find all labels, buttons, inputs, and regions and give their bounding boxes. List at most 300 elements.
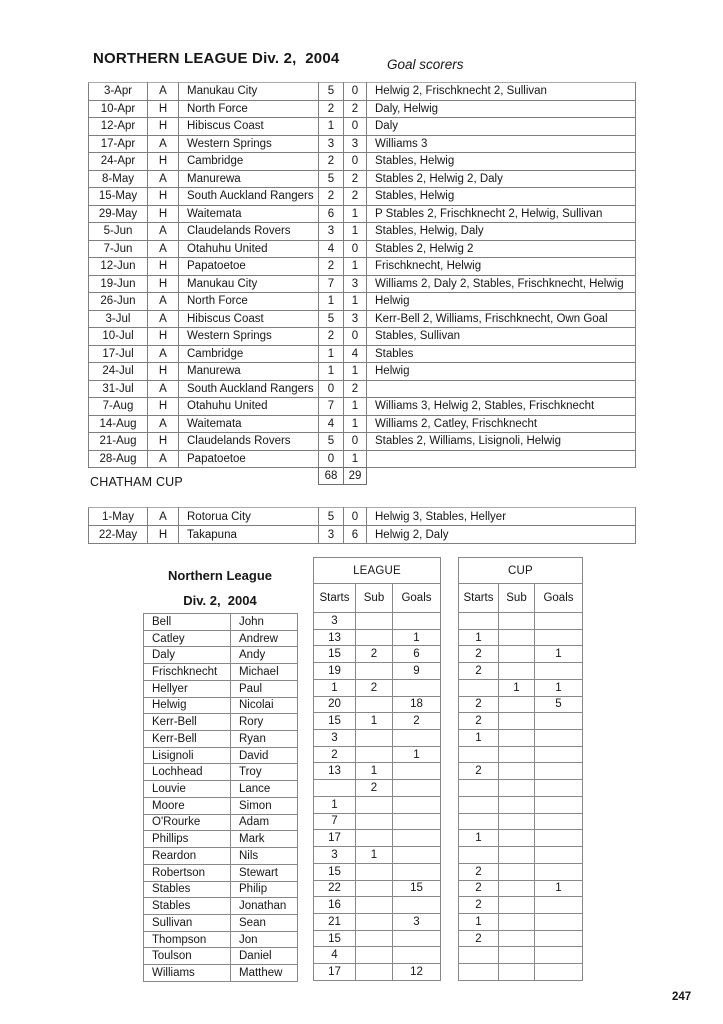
cup-starts-value xyxy=(459,813,499,830)
match-opponent: Papatoetoe xyxy=(179,258,319,276)
cup-sub-value xyxy=(499,730,535,747)
match-goals-against: 0 xyxy=(344,433,367,451)
match-goals-against: 3 xyxy=(344,135,367,153)
match-opponent: Manukau City xyxy=(179,83,319,101)
match-venue: A xyxy=(148,508,179,526)
player-row xyxy=(144,647,298,664)
match-row xyxy=(89,345,636,363)
match-opponent: Manukau City xyxy=(179,275,319,293)
cup-stats-group-label: CUP xyxy=(459,558,583,584)
cup-sub-value xyxy=(499,746,535,763)
match-venue: A xyxy=(148,293,179,311)
match-scorers: Williams 2, Daly 2, Stables, Frischknecht, Helwig xyxy=(367,275,636,293)
match-goals-against: 1 xyxy=(344,223,367,241)
match-goals-against: 2 xyxy=(344,188,367,206)
match-scorers: Daly, Helwig xyxy=(367,100,636,118)
league-sub-value xyxy=(356,913,393,930)
player-surname: Williams xyxy=(144,965,231,982)
match-goals-for: 1 xyxy=(319,118,344,136)
match-row xyxy=(89,153,636,171)
match-date: 31-Jul xyxy=(89,380,148,398)
match-venue: A xyxy=(148,380,179,398)
cup-sub-header: Sub xyxy=(499,584,535,613)
match-scorers: Williams 2, Catley, Frischknecht xyxy=(367,415,636,433)
cup-starts-value: 2 xyxy=(459,663,499,680)
match-scorers: Helwig xyxy=(367,293,636,311)
cup-goals-value xyxy=(535,613,583,630)
match-scorers: Stables, Helwig, Daly xyxy=(367,223,636,241)
match-date: 26-Jun xyxy=(89,293,148,311)
player-names-table xyxy=(143,613,298,982)
league-sub-value xyxy=(356,696,393,713)
match-goals-against: 2 xyxy=(344,380,367,398)
league-starts-value xyxy=(314,780,356,797)
match-scorers: Daly xyxy=(367,118,636,136)
match-opponent: Western Springs xyxy=(179,135,319,153)
league-goals-value xyxy=(393,847,441,864)
league-starts-value: 1 xyxy=(314,796,356,813)
match-goals-against: 0 xyxy=(344,118,367,136)
cup-stats-group-row xyxy=(459,558,583,584)
match-venue: H xyxy=(148,398,179,416)
match-row xyxy=(89,83,636,101)
match-venue: H xyxy=(148,188,179,206)
cup-sub-value xyxy=(499,613,535,630)
league-starts-value: 13 xyxy=(314,629,356,646)
match-opponent: Cambridge xyxy=(179,345,319,363)
cup-starts-value: 1 xyxy=(459,629,499,646)
player-row xyxy=(144,781,298,798)
match-goals-against: 3 xyxy=(344,275,367,293)
player-first-name: Andrew xyxy=(231,630,298,647)
league-sub-value: 1 xyxy=(356,713,393,730)
season-totals-row xyxy=(318,467,636,485)
match-row xyxy=(89,170,636,188)
match-date: 24-Apr xyxy=(89,153,148,171)
match-goals-for: 5 xyxy=(319,170,344,188)
player-surname: Helwig xyxy=(144,697,231,714)
league-sub-value xyxy=(356,730,393,747)
league-stats-row xyxy=(314,613,441,630)
match-opponent: Otahuhu United xyxy=(179,398,319,416)
cup-starts-value: 1 xyxy=(459,830,499,847)
cup-goals-value xyxy=(535,763,583,780)
player-first-name: Sean xyxy=(231,914,298,931)
player-surname: Thompson xyxy=(144,931,231,948)
cup-goals-value xyxy=(535,780,583,797)
match-goals-against: 0 xyxy=(344,83,367,101)
cup-sub-value xyxy=(499,863,535,880)
league-starts-value: 19 xyxy=(314,663,356,680)
page-title: NORTHERN LEAGUE Div. 2, 2004 xyxy=(93,50,340,67)
player-surname: Sullivan xyxy=(144,914,231,931)
player-row xyxy=(144,848,298,865)
match-venue: H xyxy=(148,100,179,118)
cup-goals-value: 1 xyxy=(535,646,583,663)
match-date: 24-Jul xyxy=(89,363,148,381)
cup-sub-value xyxy=(499,964,535,981)
league-goals-value: 3 xyxy=(393,913,441,930)
player-surname: Hellyer xyxy=(144,680,231,697)
cup-starts-value: 2 xyxy=(459,696,499,713)
match-venue: A xyxy=(148,223,179,241)
stats-title-line2: Div. 2, 2004 xyxy=(183,593,257,608)
cup-goals-value xyxy=(535,663,583,680)
cup-starts-header: Starts xyxy=(459,584,499,613)
league-goals-value: 15 xyxy=(393,880,441,897)
cup-stats-row xyxy=(459,780,583,797)
player-surname: Toulson xyxy=(144,948,231,965)
match-venue: A xyxy=(148,135,179,153)
player-row xyxy=(144,881,298,898)
match-goals-for: 3 xyxy=(319,223,344,241)
league-stats-row xyxy=(314,629,441,646)
cup-goals-value xyxy=(535,897,583,914)
player-first-name: Stewart xyxy=(231,864,298,881)
match-date: 14-Aug xyxy=(89,415,148,433)
player-surname: Daly xyxy=(144,647,231,664)
cup-stats-row xyxy=(459,629,583,646)
match-venue: A xyxy=(148,450,179,468)
league-starts-value: 20 xyxy=(314,696,356,713)
cup-goals-header: Goals xyxy=(535,584,583,613)
match-opponent: Waitemata xyxy=(179,205,319,223)
league-goals-header: Goals xyxy=(393,584,441,613)
cup-starts-value xyxy=(459,847,499,864)
match-goals-for: 2 xyxy=(319,100,344,118)
league-goals-value xyxy=(393,830,441,847)
league-goals-value xyxy=(393,780,441,797)
player-row xyxy=(144,931,298,948)
player-surname: Reardon xyxy=(144,848,231,865)
match-opponent: Hibiscus Coast xyxy=(179,118,319,136)
cup-stats-row xyxy=(459,663,583,680)
cup-stats-row xyxy=(459,613,583,630)
match-opponent: Takapuna xyxy=(179,526,319,544)
cup-starts-value xyxy=(459,796,499,813)
match-goals-against: 3 xyxy=(344,310,367,328)
match-row xyxy=(89,275,636,293)
stats-title-line1: Northern League xyxy=(167,568,272,583)
cup-stats-row xyxy=(459,897,583,914)
player-first-name: Andy xyxy=(231,647,298,664)
match-row xyxy=(89,310,636,328)
match-date: 7-Jun xyxy=(89,240,148,258)
match-goals-against: 1 xyxy=(344,415,367,433)
league-goals-value: 1 xyxy=(393,629,441,646)
player-first-name: Adam xyxy=(231,814,298,831)
match-opponent: Rotorua City xyxy=(179,508,319,526)
player-row xyxy=(144,914,298,931)
cup-goals-value xyxy=(535,713,583,730)
league-stats-row xyxy=(314,947,441,964)
player-first-name: Michael xyxy=(231,664,298,681)
cup-stats-row xyxy=(459,646,583,663)
league-starts-value: 17 xyxy=(314,830,356,847)
league-stats-row xyxy=(314,897,441,914)
match-venue: H xyxy=(148,363,179,381)
league-goals-value: 18 xyxy=(393,696,441,713)
match-opponent: South Auckland Rangers xyxy=(179,188,319,206)
cup-starts-value: 2 xyxy=(459,880,499,897)
cup-stats-row xyxy=(459,880,583,897)
match-scorers: Stables 2, Helwig 2 xyxy=(367,240,636,258)
goal-scorers-label: Goal scorers xyxy=(387,57,464,72)
match-opponent: Waitemata xyxy=(179,415,319,433)
league-sub-value xyxy=(356,663,393,680)
league-stats-row xyxy=(314,730,441,747)
match-date: 3-Apr xyxy=(89,83,148,101)
league-stats-row xyxy=(314,646,441,663)
league-sub-value xyxy=(356,796,393,813)
match-opponent: Cambridge xyxy=(179,153,319,171)
match-date: 21-Aug xyxy=(89,433,148,451)
league-starts-value: 3 xyxy=(314,613,356,630)
league-stats-row xyxy=(314,863,441,880)
match-date: 29-May xyxy=(89,205,148,223)
match-date: 1-May xyxy=(89,508,148,526)
league-goals-value xyxy=(393,679,441,696)
player-surname: Robertson xyxy=(144,864,231,881)
match-scorers: Williams 3 xyxy=(367,135,636,153)
match-row xyxy=(89,223,636,241)
league-starts-header: Starts xyxy=(314,584,356,613)
match-opponent: North Force xyxy=(179,100,319,118)
match-goals-against: 2 xyxy=(344,170,367,188)
player-surname: Catley xyxy=(144,630,231,647)
match-goals-against: 6 xyxy=(344,526,367,544)
player-first-name: Rory xyxy=(231,714,298,731)
match-row xyxy=(89,135,636,153)
match-venue: A xyxy=(148,170,179,188)
league-stats-row xyxy=(314,780,441,797)
league-sub-value xyxy=(356,880,393,897)
match-row xyxy=(89,508,636,526)
match-date: 15-May xyxy=(89,188,148,206)
player-first-name: Mark xyxy=(231,831,298,848)
match-row xyxy=(89,433,636,451)
match-venue: H xyxy=(148,328,179,346)
player-first-name: Ryan xyxy=(231,731,298,748)
match-row xyxy=(89,293,636,311)
match-venue: H xyxy=(148,205,179,223)
cup-stats-row xyxy=(459,763,583,780)
league-goals-value xyxy=(393,897,441,914)
cup-sub-value xyxy=(499,880,535,897)
league-sub-value xyxy=(356,863,393,880)
match-goals-for: 7 xyxy=(319,275,344,293)
league-starts-value: 1 xyxy=(314,679,356,696)
match-goals-against: 1 xyxy=(344,363,367,381)
page-number: 247 xyxy=(672,991,692,1003)
league-goals-value xyxy=(393,947,441,964)
match-opponent: Manurewa xyxy=(179,363,319,381)
league-goals-value xyxy=(393,813,441,830)
match-goals-for: 6 xyxy=(319,205,344,223)
cup-goals-value: 1 xyxy=(535,679,583,696)
player-row xyxy=(144,680,298,697)
league-goals-value: 6 xyxy=(393,646,441,663)
cup-sub-value xyxy=(499,930,535,947)
player-row xyxy=(144,764,298,781)
player-row xyxy=(144,697,298,714)
player-surname: Phillips xyxy=(144,831,231,848)
cup-sub-value xyxy=(499,813,535,830)
cup-stats-row xyxy=(459,679,583,696)
league-goals-value: 9 xyxy=(393,663,441,680)
player-first-name: Jon xyxy=(231,931,298,948)
match-opponent: Papatoetoe xyxy=(179,450,319,468)
match-goals-for: 1 xyxy=(319,293,344,311)
match-opponent: Claudelands Rovers xyxy=(179,223,319,241)
player-surname: Moore xyxy=(144,797,231,814)
match-row xyxy=(89,118,636,136)
match-goals-for: 1 xyxy=(319,363,344,381)
match-goals-for: 4 xyxy=(319,240,344,258)
league-goals-value: 1 xyxy=(393,746,441,763)
league-stats-row xyxy=(314,964,441,981)
match-venue: H xyxy=(148,118,179,136)
match-scorers: Williams 3, Helwig 2, Stables, Frischknecht xyxy=(367,398,636,416)
league-stats-row xyxy=(314,813,441,830)
player-names-section xyxy=(143,613,298,982)
match-venue: H xyxy=(148,275,179,293)
match-date: 22-May xyxy=(89,526,148,544)
player-first-name: Troy xyxy=(231,764,298,781)
match-goals-against: 1 xyxy=(344,205,367,223)
cup-sub-value xyxy=(499,663,535,680)
match-goals-against: 4 xyxy=(344,345,367,363)
league-stats-row xyxy=(314,796,441,813)
cup-starts-value: 1 xyxy=(459,730,499,747)
match-scorers: P Stables 2, Frischknecht 2, Helwig, Sullivan xyxy=(367,205,636,223)
league-sub-value xyxy=(356,746,393,763)
match-goals-for: 3 xyxy=(319,135,344,153)
league-stats-row xyxy=(314,880,441,897)
cup-sub-value xyxy=(499,646,535,663)
league-sub-value xyxy=(356,813,393,830)
league-stats-columns-row xyxy=(314,584,441,613)
match-date: 10-Apr xyxy=(89,100,148,118)
match-opponent: Claudelands Rovers xyxy=(179,433,319,451)
cup-starts-value xyxy=(459,613,499,630)
match-date: 7-Aug xyxy=(89,398,148,416)
match-scorers: Helwig xyxy=(367,363,636,381)
match-scorers xyxy=(367,450,636,468)
match-venue: H xyxy=(148,433,179,451)
match-venue: A xyxy=(148,415,179,433)
league-stats-group-row xyxy=(314,558,441,584)
cup-sub-value xyxy=(499,713,535,730)
match-date: 19-Jun xyxy=(89,275,148,293)
league-starts-value: 3 xyxy=(314,730,356,747)
player-row xyxy=(144,814,298,831)
cup-goals-value xyxy=(535,796,583,813)
cup-stats-row xyxy=(459,913,583,930)
match-goals-against: 0 xyxy=(344,153,367,171)
player-row xyxy=(144,831,298,848)
league-results-section xyxy=(88,82,636,485)
league-sub-value: 1 xyxy=(356,847,393,864)
player-row xyxy=(144,864,298,881)
league-stats-group-label: LEAGUE xyxy=(314,558,441,584)
match-goals-for: 2 xyxy=(319,153,344,171)
match-opponent: Otahuhu United xyxy=(179,240,319,258)
league-stats-row xyxy=(314,913,441,930)
match-goals-for: 0 xyxy=(319,380,344,398)
match-venue: H xyxy=(148,258,179,276)
player-surname: Bell xyxy=(144,614,231,631)
league-stats-row xyxy=(314,713,441,730)
league-sub-value xyxy=(356,897,393,914)
match-date: 12-Jun xyxy=(89,258,148,276)
match-goals-for: 2 xyxy=(319,328,344,346)
player-row xyxy=(144,731,298,748)
cup-starts-value: 2 xyxy=(459,713,499,730)
player-first-name: Matthew xyxy=(231,965,298,982)
cup-stats-row xyxy=(459,746,583,763)
cup-goals-value xyxy=(535,930,583,947)
player-first-name: Nicolai xyxy=(231,697,298,714)
cup-results-table xyxy=(88,507,636,544)
match-scorers xyxy=(367,380,636,398)
match-goals-for: 5 xyxy=(319,310,344,328)
league-goals-value xyxy=(393,730,441,747)
match-opponent: Hibiscus Coast xyxy=(179,310,319,328)
league-sub-value: 2 xyxy=(356,679,393,696)
cup-starts-value xyxy=(459,746,499,763)
match-goals-against: 0 xyxy=(344,328,367,346)
league-starts-value: 4 xyxy=(314,947,356,964)
match-date: 10-Jul xyxy=(89,328,148,346)
match-scorers: Stables, Sullivan xyxy=(367,328,636,346)
match-row xyxy=(89,380,636,398)
league-sub-value xyxy=(356,964,393,981)
league-starts-value: 15 xyxy=(314,646,356,663)
cup-goals-value xyxy=(535,629,583,646)
cup-starts-value xyxy=(459,947,499,964)
match-goals-for: 4 xyxy=(319,415,344,433)
cup-starts-value: 2 xyxy=(459,763,499,780)
player-surname: Stables xyxy=(144,898,231,915)
player-surname: Kerr-Bell xyxy=(144,714,231,731)
cup-stats-row xyxy=(459,830,583,847)
cup-stats-section xyxy=(458,557,583,981)
cup-starts-value: 2 xyxy=(459,646,499,663)
match-scorers: Stables xyxy=(367,345,636,363)
player-first-name: Philip xyxy=(231,881,298,898)
league-starts-value: 16 xyxy=(314,897,356,914)
match-row xyxy=(89,363,636,381)
cup-stats-table xyxy=(458,557,583,981)
cup-stats-row xyxy=(459,930,583,947)
match-row xyxy=(89,188,636,206)
cup-stats-row xyxy=(459,713,583,730)
match-opponent: South Auckland Rangers xyxy=(179,380,319,398)
player-row xyxy=(144,797,298,814)
league-stats-section xyxy=(313,557,441,981)
match-goals-against: 1 xyxy=(344,293,367,311)
match-scorers: Stables 2, Helwig 2, Daly xyxy=(367,170,636,188)
league-goals-value xyxy=(393,763,441,780)
league-starts-value: 15 xyxy=(314,930,356,947)
cup-goals-value xyxy=(535,964,583,981)
cup-starts-value: 1 xyxy=(459,913,499,930)
cup-starts-value: 2 xyxy=(459,863,499,880)
player-row xyxy=(144,630,298,647)
match-goals-against: 1 xyxy=(344,450,367,468)
match-row xyxy=(89,526,636,544)
